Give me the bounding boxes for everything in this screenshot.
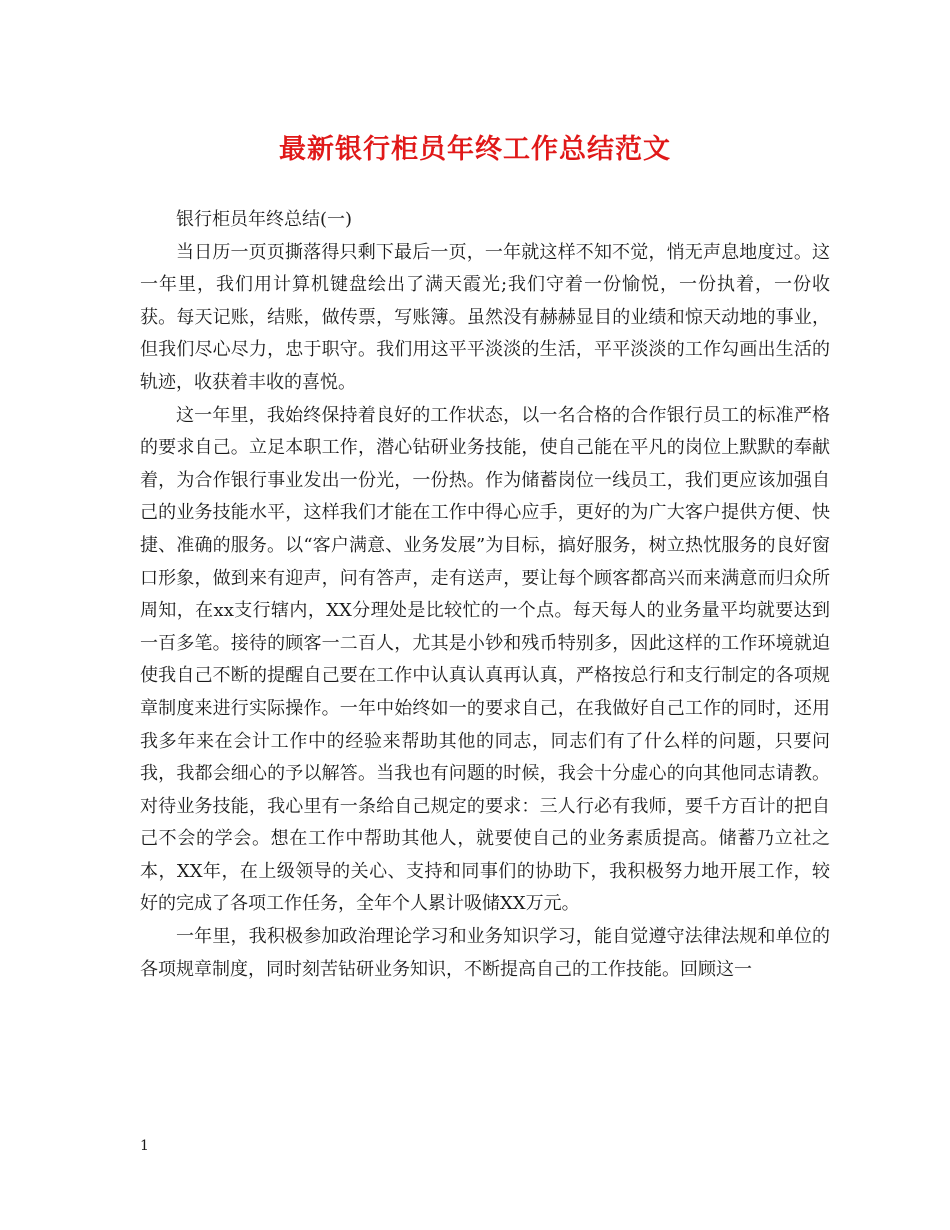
paragraph-2: 这一年里，我始终保持着良好的工作状态，以一名合格的合作银行员工的标准严格的要求自己。立足本职工作，潜心钻研业务技能，使自己能在平凡的岗位上默默的奉献着，为合作银行事业发出一份光，一份热。作为储蓄岗位一线员工，我们更应该加强自己的业务技能水平，这样我们才能在工作中得心应手，更好的为广大客户提供方便、快捷、准确的服务。以“客户满意、业务发展”为目标，搞好服务，树立热忱服务的良好窗口形象，做到来有迎声，问有答声，走有送声，要让每个顾客都高兴而来满意而归众所周知，在xx支行辖内，XX分理处是比较忙的一个点。每天每人的业务量平均就要达到一百多笔。接待的顾客一二百人，尤其是小钞和残币特别多，因此这样的工作环境就迫使我自己不断的提醒自己要在工作中认真认真再认真，严格按总行和支行制定的各项规章制度来进行实际操作。一年中始终如一的要求自己，在我做好自己工作的同时，还用我多年来在会计工作中的经验来帮助其他的同志，同志们有了什么样的问题，只要问我，我都会细心的予以解答。当我也有问题的时候，我会十分虚心的向其他同志请教。对待业务技能，我心里有一条给自己规定的要求：三人行必有我师，要千方百计的把自己不会的学会。想在工作中帮助其他人，就要使自己的业务素质提高。储蓄乃立社之本，XX年，在上级领导的关心、支持和同事们的协助下，我积极努力地开展工作，较好的完成了各项工作任务，全年个人累计吸储XX万元。 (140, 404, 831, 915)
document-title: 最新银行柜员年终工作总结范文 (279, 134, 671, 165)
section-heading: 银行柜员年终总结(一) (176, 209, 353, 230)
page-number: 1 (140, 1138, 149, 1154)
paragraph-3: 一年里，我积极参加政治理论学习和业务知识学习，能自觉遵守法律法规和单位的各项规章制度，同时刻苦钻研业务知识，不断提高自己的工作技能。回顾这一 (140, 926, 830, 980)
document-body (140, 204, 830, 986)
paragraph-1: 当日历一页页撕落得只剩下最后一页，一年就这样不知不觉，悄无声息地度过。这一年里，我们用计算机键盘绘出了满天霞光;我们守着一份愉悦，一份执着，一份收获。每天记账，结账，做传票，写账簿。虽然没有赫赫显目的业绩和惊天动地的事业，但我们尽心尽力，忠于职守。我们用这平平淡淡的生活，平平淡淡的工作勾画出生活的轨迹，收获着丰收的喜悦。 (140, 241, 830, 393)
